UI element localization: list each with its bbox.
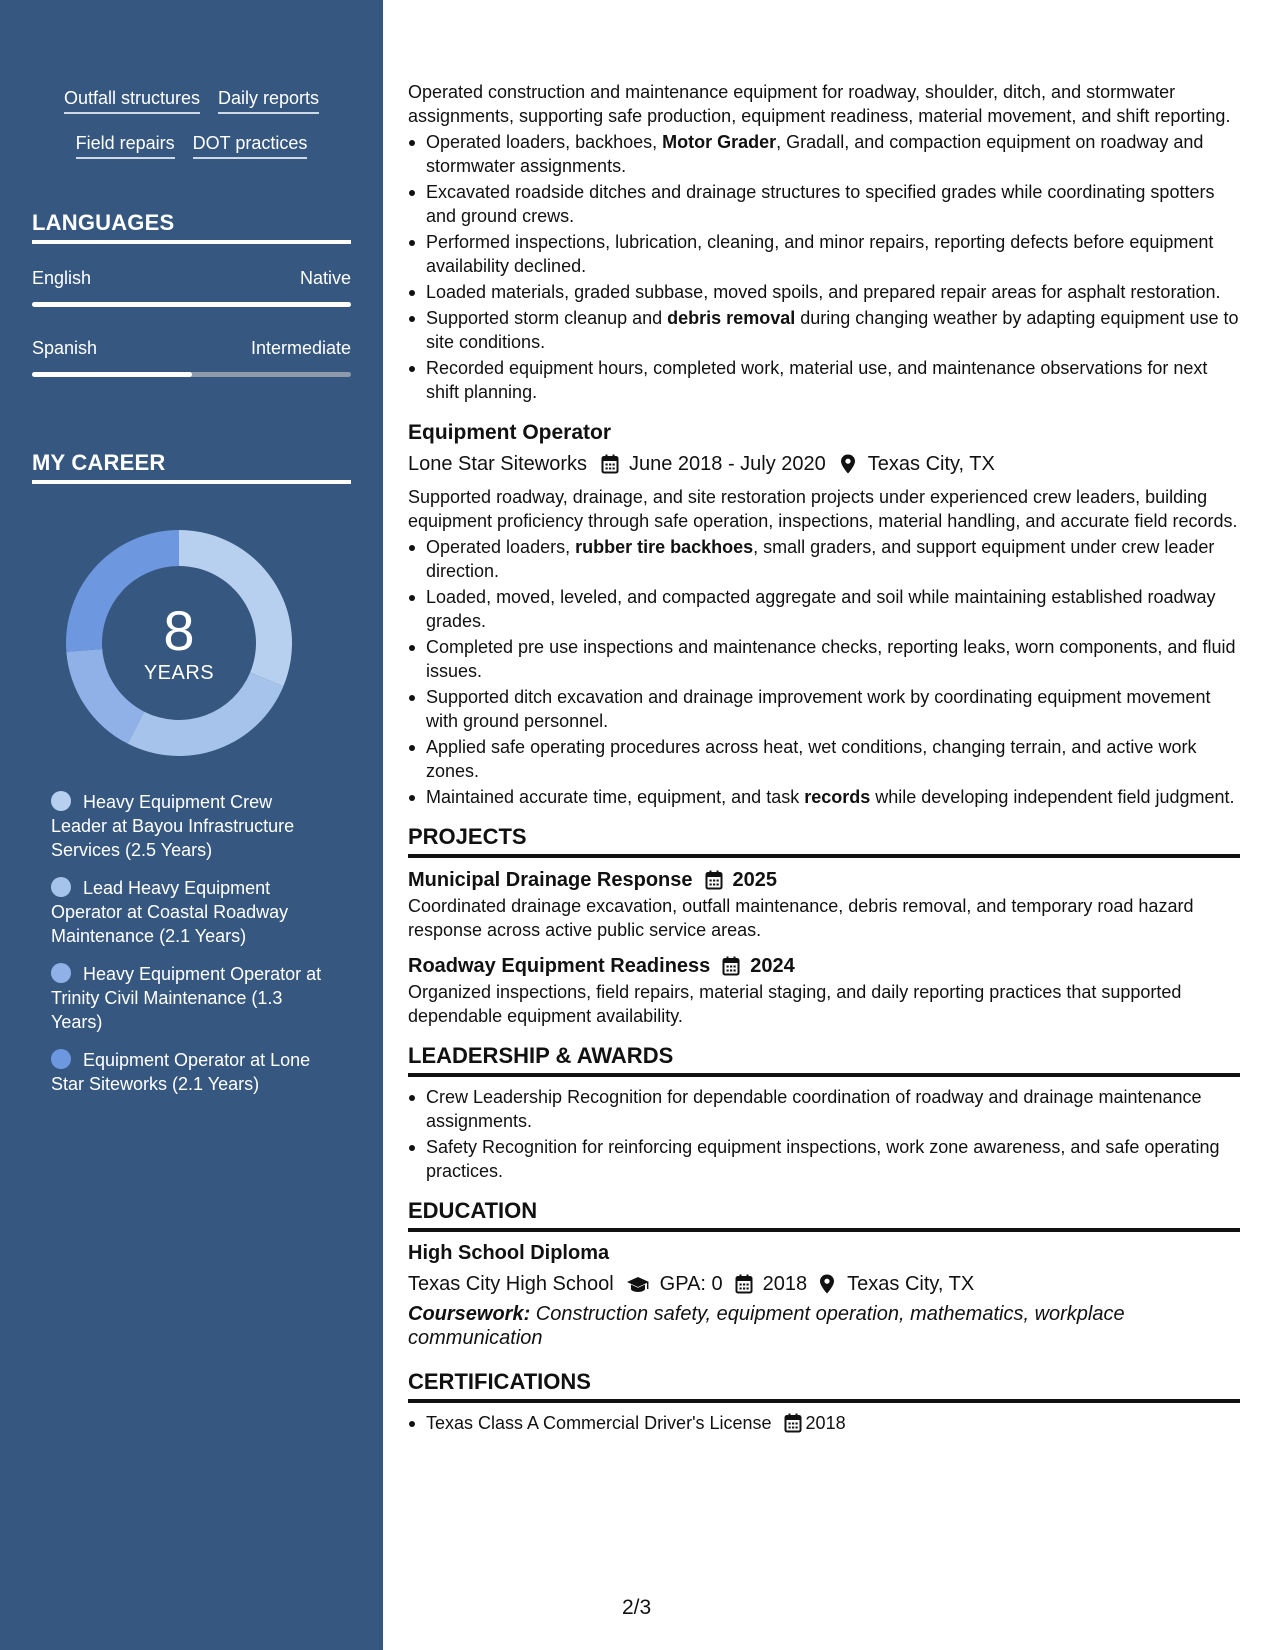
project-year: 2025: [732, 869, 778, 891]
career-item: [51, 962, 331, 1034]
award-item: Crew Leadership Recognition for dependable coordination of roadway and drainage maintenance assignments.: [408, 1085, 1240, 1133]
location-pin-icon: [819, 1274, 837, 1294]
calendar-icon: [784, 1413, 802, 1433]
projects-heading: PROJECTS: [408, 823, 1240, 858]
job-bullet: Applied safe operating procedures across heat, wet conditions, changing terrain, and active work zones.: [408, 735, 1240, 783]
career-donut-chart: [66, 530, 292, 756]
education-heading: EDUCATION: [408, 1197, 1240, 1232]
main-content: [408, 80, 1240, 1437]
legend-dot: [51, 877, 71, 897]
career-item: [51, 876, 331, 948]
calendar-icon: [722, 956, 740, 976]
graduation-cap-icon: [626, 1274, 650, 1294]
job-bullet: Recorded equipment hours, completed work, material use, and maintenance observations for next shift planning.: [408, 356, 1240, 404]
career-item-text: Heavy Equipment Crew Leader at Bayou Infrastructure Services (2.5 Years): [51, 792, 295, 860]
skills-row: [0, 86, 383, 114]
skill-tag[interactable]: Outfall structures: [64, 86, 200, 114]
job-title: Equipment Operator: [408, 421, 612, 444]
language-bar: [32, 372, 351, 377]
language-bar: [32, 302, 351, 307]
career-item-text: Heavy Equipment Operator at Trinity Civil Maintenance (1.3 Years): [51, 964, 322, 1032]
school-location: Texas City, TX: [847, 1273, 975, 1295]
project-title: Municipal Drainage Response 2025: [408, 866, 1240, 894]
coursework: Coursework: Construction safety, equipment operation, mathematics, workplace communication: [408, 1303, 1125, 1349]
language-name: English: [32, 268, 92, 288]
career-item: [51, 790, 331, 862]
certifications-list: [408, 1411, 1240, 1435]
award-item: Safety Recognition for reinforcing equipment inspections, work zone awareness, and safe operating practices.: [408, 1135, 1240, 1183]
certifications-heading: CERTIFICATIONS: [408, 1368, 1240, 1403]
job-bullet: Completed pre use inspections and maintenance checks, reporting leaks, worn components, and fluid issues.: [408, 635, 1240, 683]
legend-dot: [51, 1049, 71, 1069]
gpa: GPA: 0: [659, 1273, 723, 1295]
calendar-icon: [735, 1274, 753, 1294]
certification-item: [408, 1411, 1240, 1435]
language-english: [32, 266, 351, 307]
certification-name: Texas Class A Commercial Driver's License: [426, 1413, 772, 1433]
language-bar-fill: [32, 302, 351, 307]
skill-tag[interactable]: Daily reports: [218, 86, 319, 114]
job-bullet: Loaded materials, graded subbase, moved spoils, and prepared repair areas for asphalt restoration.: [408, 280, 1240, 304]
education-meta: [408, 1270, 1240, 1298]
career-item: [51, 1048, 331, 1096]
school-name: Texas City High School: [408, 1273, 614, 1295]
location-pin-icon: [840, 454, 858, 474]
job-bullet: Loaded, moved, leveled, and compacted aggregate and soil while maintaining established roadway grades.: [408, 585, 1240, 633]
career-legend: [51, 790, 331, 1110]
career-heading: MY CAREER: [32, 450, 351, 484]
job-meta: [408, 450, 1240, 478]
job-bullet: Supported ditch excavation and drainage improvement work by coordinating equipment movement with ground personnel.: [408, 685, 1240, 733]
language-level: Native: [299, 268, 351, 288]
sidebar: [0, 0, 383, 1650]
graduation-year: 2018: [762, 1273, 808, 1295]
job-location: Texas City, TX: [867, 453, 995, 475]
skill-tag[interactable]: DOT practices: [193, 131, 308, 159]
job-bullet: Excavated roadside ditches and drainage structures to specified grades while coordinating spotters and ground crews.: [408, 180, 1240, 228]
job-bullet: Performed inspections, lubrication, cleaning, and minor repairs, reporting defects before equipment availability declined.: [408, 230, 1240, 278]
project-title: Roadway Equipment Readiness 2024: [408, 952, 1240, 980]
awards-list: [408, 1085, 1240, 1183]
job-intro: Supported roadway, drainage, and site restoration projects under experienced crew leaders, building equipment proficiency through safe operation, inspections, material handling, and accurate field records.: [408, 487, 1238, 531]
skill-tag[interactable]: Field repairs: [76, 131, 175, 159]
awards-heading: LEADERSHIP & AWARDS: [408, 1042, 1240, 1077]
job-bullet: Operated loaders, rubber tire backhoes, small graders, and support equipment under crew leader direction.: [408, 535, 1240, 583]
language-spanish: [32, 336, 351, 377]
page-number: 2/3: [622, 1596, 652, 1619]
job-bullet: Operated loaders, backhoes, Motor Grader, Gradall, and compaction equipment on roadway and stormwater assignments.: [408, 130, 1240, 178]
job-bullets: [408, 130, 1240, 404]
career-item-text: Equipment Operator at Lone Star Siteworks (2.1 Years): [51, 1050, 311, 1094]
career-total-years: 8: [163, 599, 195, 662]
skills-tags: [0, 86, 383, 176]
skills-row: [0, 131, 383, 159]
certification-year: 2018: [805, 1413, 846, 1433]
languages-heading: LANGUAGES: [32, 210, 351, 244]
job-bullet: Maintained accurate time, equipment, and task records while developing independent field judgment.: [408, 785, 1240, 809]
job-bullet: Supported storm cleanup and debris removal during changing weather by adapting equipment use to site conditions.: [408, 306, 1240, 354]
legend-dot: [51, 791, 71, 811]
career-item-text: Lead Heavy Equipment Operator at Coastal Roadway Maintenance (2.1 Years): [51, 878, 289, 946]
language-name: Spanish: [32, 338, 98, 358]
project-description: Coordinated drainage excavation, outfall maintenance, debris removal, and temporary road hazard response across active public service areas.: [408, 896, 1194, 940]
project-year: 2024: [750, 955, 795, 977]
career-years-label: YEARS: [143, 662, 215, 684]
language-level: Intermediate: [250, 338, 351, 358]
degree-title: High School Diploma: [408, 1242, 610, 1264]
language-bar-fill: [32, 372, 192, 377]
job-intro: Operated construction and maintenance equipment for roadway, shoulder, ditch, and stormwater assignments, supporting safe production, equipment readiness, material movement, and shift reporting.: [408, 82, 1231, 126]
job-bullets: [408, 535, 1240, 809]
calendar-icon: [705, 870, 723, 890]
job-dates: June 2018 - July 2020: [628, 453, 826, 475]
calendar-icon: [601, 454, 619, 474]
job-company: Lone Star Siteworks: [408, 453, 587, 475]
legend-dot: [51, 963, 71, 983]
project-description: Organized inspections, field repairs, material staging, and daily reporting practices that supported dependable equipment availability.: [408, 982, 1182, 1026]
